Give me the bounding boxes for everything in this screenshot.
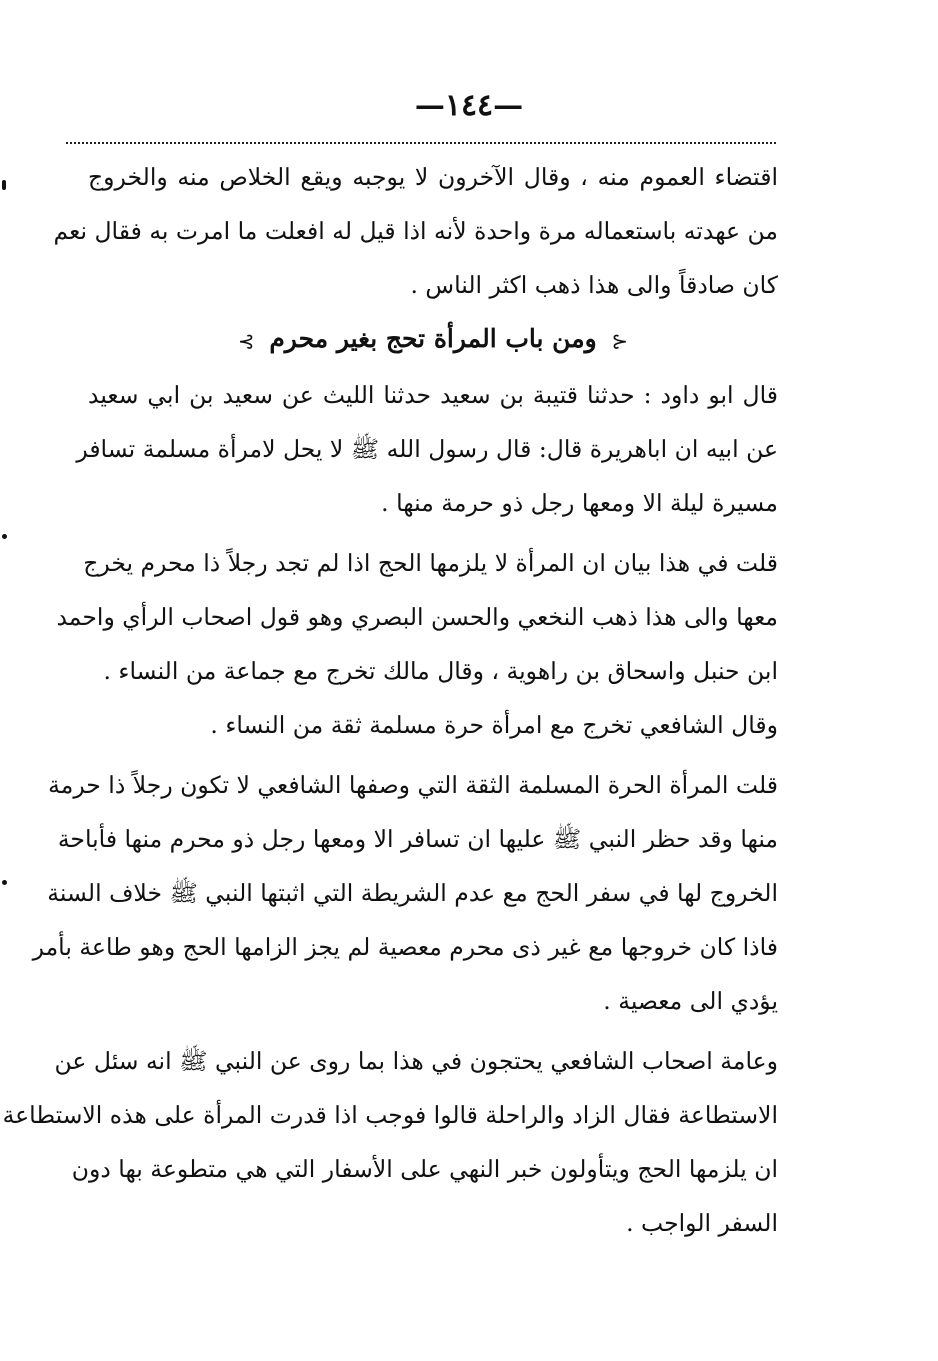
text-line: فاذا كان خروجها مع غير ذى محرم معصية لم يجز الزامها الحج وهو طاعة بأمر	[32, 932, 778, 961]
text-line: ان يلزمها الحج ويتأولون خبر النهي على الأسفار التي هي متطوعة بها دون	[71, 1154, 778, 1183]
text-line: قلت المرأة الحرة المسلمة الثقة التي وصفها الشافعي لا تكون رجلاً ذا حرمة	[48, 770, 778, 799]
text-line: اقتضاء العموم منه ، وقال الآخرون لا يوجبه ويقع الخلاص منه والخروج	[88, 163, 778, 191]
text-line: ابن حنبل واسحاق بن راهوية ، وقال مالك تخرج مع جماعة من النساء .	[103, 656, 778, 685]
text-line: الخروج لها في سفر الحج مع عدم الشريطة التي اثبتها النبي ﷺ خلاف السنة	[47, 878, 778, 907]
text-line: عن ابيه ان اباهريرة قال: قال رسول الله ﷺ لا يحل لامرأة مسلمة تسافر	[76, 434, 778, 463]
text-line: السفر الواجب .	[626, 1208, 778, 1237]
text-line: كان صادقاً والى هذا ذهب اكثر الناس .	[410, 271, 778, 299]
text-line: من عهدته باستعماله مرة واحدة لأنه اذا قيل له افعلت ما امرت به فقال نعم	[53, 217, 778, 245]
text-line: يؤدي الى معصية .	[603, 986, 778, 1015]
text-line: الاستطاعة فقال الزاد والراحلة قالوا فوجب اذا قدرت المرأة على هذه الاستطاعة	[2, 1100, 778, 1129]
margin-mark	[2, 534, 7, 539]
ornament-icon: ⊱	[237, 328, 255, 353]
text-line: معها والى هذا ذهب النخعي والحسن البصري وهو قول اصحاب الرأي واحمد	[56, 602, 778, 631]
text-line: وقال الشافعي تخرج مع امرأة حرة مسلمة ثقة من النساء .	[210, 710, 778, 739]
body-text	[2, 150, 778, 1250]
text-line: قلت في هذا بيان ان المرأة لا يلزمها الحج اذا لم تجد رجلاً ذا محرم يخرج	[83, 548, 778, 577]
margin-mark	[2, 180, 6, 190]
section-heading	[88, 312, 778, 368]
text-line: منها وقد حظر النبي ﷺ عليها ان تسافر الا ومعها رجل ذو محرم منها فأباحة	[57, 824, 778, 853]
margin-mark	[2, 880, 7, 885]
text-line: قال ابو داود : حدثنا قتيبة بن سعيد حدثنا الليث عن سعيد بن ابي سعيد	[88, 380, 778, 409]
ornament-icon: ⊰	[611, 328, 629, 353]
text-line: مسيرة ليلة الا ومعها رجل ذو حرمة منها .	[381, 488, 778, 517]
text-line: وعامة اصحاب الشافعي يحتجون في هذا بما روى عن النبي ﷺ انه سئل عن	[54, 1046, 778, 1075]
page-number: —١٤٤—	[414, 88, 524, 123]
section-heading-text: ومن باب المرأة تحج بغير محرم	[269, 324, 597, 353]
dotted-separator	[66, 142, 776, 144]
